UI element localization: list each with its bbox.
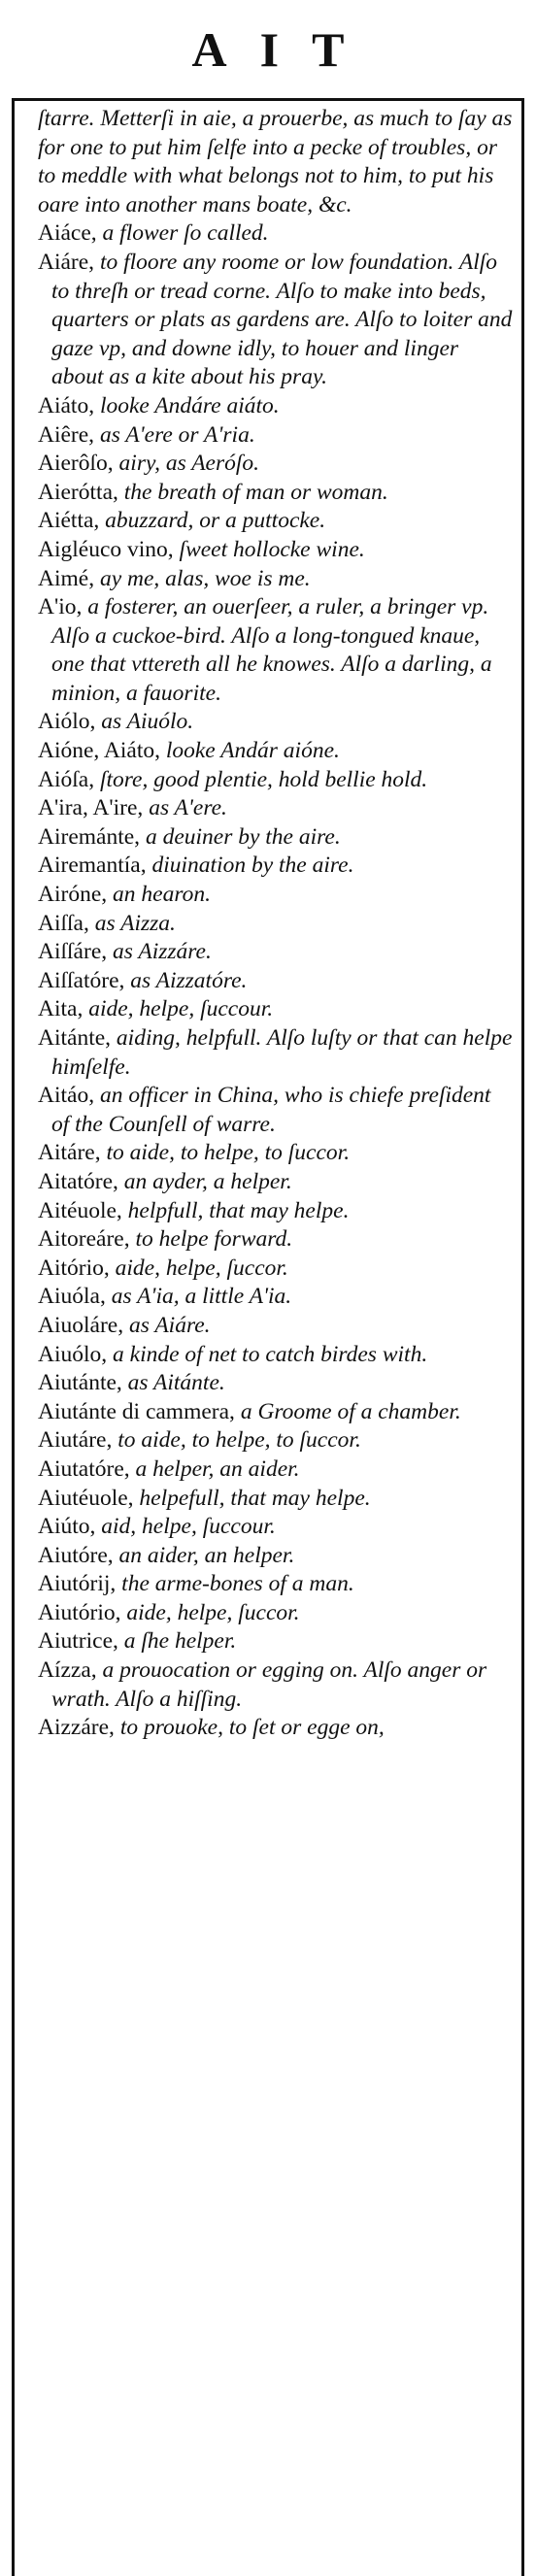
dictionary-entry <box>38 1513 514 1542</box>
entry-headword: Aiáre, <box>38 249 95 275</box>
entry-definition: a kinde of net to catch birdes with. <box>107 1341 428 1367</box>
entry-headword: Aiuóla, <box>38 1284 106 1310</box>
dictionary-entry <box>38 708 514 737</box>
dictionary-entry <box>38 1426 514 1455</box>
entry-headword: Aitáre, <box>38 1140 101 1166</box>
entry-definition: to aide, to helpe, to ſuccor. <box>112 1427 361 1454</box>
entry-definition: helpefull, that may helpe. <box>133 1485 371 1511</box>
dictionary-entry <box>38 1225 514 1255</box>
entry-definition: to prouoke, to ſet or egge on, <box>114 1715 385 1741</box>
entry-definition: to helpe forward. <box>129 1226 293 1253</box>
dictionary-entry <box>38 1398 514 1427</box>
dictionary-entry <box>38 249 514 392</box>
entry-headword: Aiêre, <box>38 421 95 448</box>
entry-definition: ſtarre. Metterſi in aie, a prouerbe, as much to ſay as for one to put him ſelfe into a pecke of troubles, or to meddle with what belongs not to him, to put his oare into another mans boate, &c. <box>38 106 513 217</box>
entry-headword: Aiutáre, <box>38 1427 113 1454</box>
entry-headword: Aierôſo, <box>38 451 114 477</box>
entry-headword: Aiétta, <box>38 508 100 534</box>
entry-definition: as A'ere. <box>143 795 227 821</box>
entry-headword: Aízza, <box>38 1657 97 1684</box>
entry-headword: Aiáce, <box>38 220 97 247</box>
entry-headword: Aiſſa, <box>38 910 89 936</box>
entry-definition: as Aiáre. <box>123 1312 211 1338</box>
entry-definition: to floore any roome or low foundation. Alſo to threſh or tread corne. Alſo to make into beds, quarters or plats as gardens are. Alſo to loiter and gaze vp, and downe idly, to houer and linger about as a kite about his pray. <box>51 249 513 390</box>
entry-headword: Aitoreáre, <box>38 1226 130 1253</box>
entry-definition: aid, helpe, ſuccour. <box>95 1514 276 1540</box>
entry-definition: ſweet hollocke wine. <box>173 536 365 562</box>
dictionary-entry <box>38 1714 514 1743</box>
entry-headword: Airóne, <box>38 882 108 908</box>
entry-headword: Aierótta, <box>38 479 118 505</box>
entry-headword: Aiutório, <box>38 1599 121 1625</box>
dictionary-entry <box>38 1485 514 1514</box>
dictionary-entry <box>38 1082 514 1139</box>
entry-headword: Aiutóre, <box>38 1542 114 1568</box>
dictionary-entry <box>38 507 514 536</box>
dictionary-entry <box>38 910 514 939</box>
entry-headword: Aitánte, <box>38 1025 112 1051</box>
dictionary-entry <box>38 766 514 795</box>
dictionary-entry <box>38 565 514 594</box>
entry-definition: an hearon. <box>107 882 211 908</box>
entry-headword: A'ira, A'ire, <box>38 795 144 821</box>
entry-headword: Aiólo, <box>38 709 96 735</box>
entry-headword: A'io, <box>38 594 83 620</box>
dictionary-entry <box>38 1656 514 1714</box>
entry-definition: a prouocation or egging on. Alſo anger or wrath. Alſo a hiſſing. <box>51 1657 487 1712</box>
entry-list <box>38 105 514 1743</box>
dictionary-entry <box>38 995 514 1024</box>
entry-headword: Aitáo, <box>38 1083 95 1109</box>
entry-definition: the breath of man or woman. <box>117 479 388 505</box>
dictionary-entry <box>38 1139 514 1168</box>
entry-definition: a flower ſo called. <box>96 220 269 247</box>
entry-headword: Aita, <box>38 996 84 1022</box>
entry-headword: Aiutéuole, <box>38 1485 134 1511</box>
entry-definition: looke Andáre aiáto. <box>94 392 280 418</box>
dictionary-entry <box>38 392 514 421</box>
dictionary-entry <box>38 593 514 708</box>
dictionary-entry <box>38 1599 514 1628</box>
entry-definition: looke Andár aióne. <box>159 738 340 764</box>
entry-headword: Aiutánte, <box>38 1370 122 1396</box>
entry-headword: Airemánte, <box>38 823 141 850</box>
entry-definition: as Aizza. <box>88 910 176 936</box>
entry-headword: Aigléuco vino, <box>38 536 174 562</box>
dictionary-entry <box>38 967 514 996</box>
entry-definition: an aider, an helper. <box>113 1542 295 1568</box>
dictionary-entry <box>38 1369 514 1398</box>
dictionary-entry <box>38 1542 514 1571</box>
dictionary-entry <box>38 536 514 565</box>
entry-definition: aiding, helpfull. Alſo luſty or that can helpe himſelfe. <box>51 1025 513 1080</box>
entry-definition: aide, helpe, ſuccor. <box>109 1255 288 1281</box>
dictionary-entry <box>38 1627 514 1656</box>
dictionary-entry <box>38 450 514 479</box>
dictionary-entry <box>38 1197 514 1226</box>
dictionary-entry <box>38 852 514 881</box>
entry-headword: Aiſſatóre, <box>38 967 125 993</box>
entry-headword: Airemantía, <box>38 853 147 879</box>
dictionary-entry <box>38 823 514 853</box>
dictionary-entry <box>38 219 514 249</box>
entry-definition: ſtore, good plentie, hold bellie hold. <box>94 766 428 792</box>
entry-headword: Aiúto, <box>38 1514 96 1540</box>
entry-definition: diuination by the aire. <box>146 853 354 879</box>
entry-headword: Aizzáre, <box>38 1715 115 1741</box>
entry-definition: as A'ia, a little A'ia. <box>105 1284 292 1310</box>
entry-headword: Aiſſáre, <box>38 939 108 965</box>
entry-definition: airy, as Aeróſo. <box>113 451 260 477</box>
entry-headword: Aióne, Aiáto, <box>38 738 160 764</box>
entry-definition: to aide, to helpe, to ſuccor. <box>100 1140 351 1166</box>
entry-headword: Aiutrice, <box>38 1628 118 1655</box>
entry-definition: aide, helpe, ſuccour. <box>83 996 274 1022</box>
running-head: AIT <box>191 21 378 77</box>
entry-definition: as Aitánte. <box>121 1370 225 1396</box>
dictionary-entry <box>38 794 514 823</box>
entry-definition: a ſhe helper. <box>117 1628 237 1655</box>
entry-definition: an officer in China, who is chiefe preſident of the Counſell of warre. <box>51 1083 491 1137</box>
entry-headword: Aiutórij, <box>38 1571 117 1597</box>
entry-headword: Aiutatóre, <box>38 1455 130 1482</box>
dictionary-entry <box>38 1024 514 1082</box>
entry-headword: Aiuoláre, <box>38 1312 124 1338</box>
entry-headword: Aitéuole, <box>38 1197 122 1223</box>
entry-headword: Aitatóre, <box>38 1168 118 1194</box>
entry-headword: Aióſa, <box>38 766 95 792</box>
dictionary-entry <box>38 881 514 910</box>
entry-definition: an ayder, a helper. <box>117 1168 292 1194</box>
page-header <box>12 0 524 101</box>
entry-definition: a helper, an aider. <box>129 1455 300 1482</box>
entry-definition: as A'ere or A'ria. <box>94 421 255 448</box>
entry-definition: the arme-bones of a man. <box>116 1571 354 1597</box>
dictionary-entry <box>38 1255 514 1284</box>
dictionary-entry <box>38 1341 514 1370</box>
entry-definition: a deuiner by the aire. <box>140 823 341 850</box>
dictionary-entry <box>38 1570 514 1599</box>
entry-headword: Aiuólo, <box>38 1341 108 1367</box>
entry-definition: abuzzard, or a puttocke. <box>99 508 326 534</box>
entry-headword: Aimé, <box>38 565 95 591</box>
entry-definition: a fosterer, an ouerſeer, a ruler, a bringer vp. Alſo a cuckoe-bird. Alſo a long-tongued knaue, one that vttereth all he knowes. Alſo a darling, a minion, a fauorite. <box>51 594 492 706</box>
text-column <box>12 101 524 2576</box>
entry-definition: as Aiuólo. <box>95 709 194 735</box>
dictionary-entry <box>38 421 514 451</box>
entry-headword: Aiutánte di cammera, <box>38 1398 235 1424</box>
entry-definition: as Aizzáre. <box>107 939 212 965</box>
dictionary-entry <box>38 1312 514 1341</box>
dictionary-entry <box>38 1283 514 1312</box>
dictionary-entry <box>38 105 514 219</box>
entry-definition: aide, helpe, ſuccor. <box>120 1599 300 1625</box>
entry-definition: helpfull, that may helpe. <box>121 1197 350 1223</box>
entry-definition: a Groome of a chamber. <box>234 1398 461 1424</box>
entry-definition: as Aizzatóre. <box>124 967 248 993</box>
entry-headword: Aiáto, <box>38 392 95 418</box>
entry-headword: Aitório, <box>38 1255 110 1281</box>
dictionary-entry <box>38 1168 514 1197</box>
dictionary-entry <box>38 479 514 508</box>
dictionary-entry <box>38 938 514 967</box>
entry-definition: ay me, alas, woe is me. <box>94 565 311 591</box>
dictionary-entry <box>38 1455 514 1485</box>
dictionary-entry <box>38 737 514 766</box>
